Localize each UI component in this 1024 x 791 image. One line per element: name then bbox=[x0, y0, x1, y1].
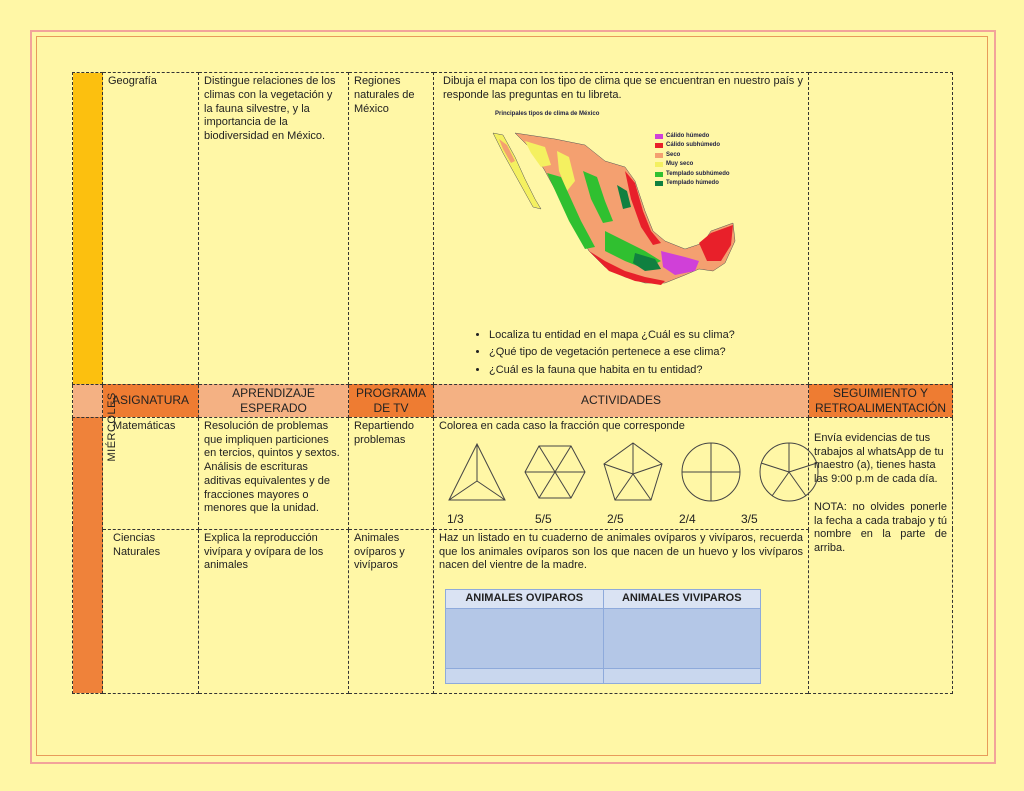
activity-matematicas bbox=[434, 417, 809, 529]
subject-ciencias: Ciencias Naturales bbox=[103, 529, 199, 693]
followup-geografia bbox=[809, 73, 953, 385]
lesson-plan-table bbox=[72, 72, 953, 694]
header-day-cell bbox=[73, 384, 103, 417]
fraction-label-5: 3/5 bbox=[741, 511, 758, 526]
header-asignatura: ASIGNATURA bbox=[103, 384, 199, 417]
legend-swatch bbox=[655, 162, 663, 167]
day-label-cell bbox=[73, 391, 118, 693]
legend-item bbox=[655, 180, 730, 188]
program-geografia: Regiones naturales de México bbox=[349, 73, 434, 385]
circle-quarters-shape bbox=[679, 440, 743, 504]
activity-geografia-text: Dibuja el mapa con los tipo de clima que se encuentran en nuestro país y responde las preguntas en tu libreta. bbox=[443, 75, 803, 101]
question-3: • ¿Cuál es la fauna que habita en tu entidad? bbox=[489, 364, 803, 378]
legend-label: Cálido subhúmedo bbox=[666, 142, 720, 148]
activity-matematicas-text: Colorea en cada caso la fracción que corresponde bbox=[439, 419, 685, 432]
geografia-questions bbox=[473, 329, 803, 378]
legend-label: Muy seco bbox=[666, 161, 694, 167]
legend-item bbox=[655, 133, 730, 141]
day-column-previous bbox=[73, 73, 103, 385]
program-ciencias: Animales ovíparos y vivíparos bbox=[349, 529, 434, 693]
animals-table bbox=[445, 589, 761, 684]
fraction-label-4: 2/4 bbox=[679, 511, 696, 526]
learning-geografia: Distingue relaciones de los climas con la vegetación y la fauna silvestre, y la importancia de la biodiversidad en México. bbox=[199, 73, 349, 385]
legend-swatch bbox=[655, 172, 663, 177]
legend-label: Templado subhúmedo bbox=[666, 170, 730, 177]
legend-swatch bbox=[655, 153, 663, 158]
header-aprendizaje: APRENDIZAJE ESPERADO bbox=[199, 384, 349, 417]
activity-ciencias-text: Haz un listado en tu cuaderno de animales ovíparos y vivíparos, recuerda que los animales ovíparos son los que nacen de un huevo y los vivíparos nacen del vientre de la madre. bbox=[439, 531, 803, 572]
animals-header-viviparos: ANIMALES VIVIPAROS bbox=[603, 590, 761, 609]
animals-header-oviparos: ANIMALES OVIPAROS bbox=[446, 590, 604, 609]
legend-item bbox=[655, 152, 730, 160]
fraction-shapes bbox=[445, 440, 803, 504]
program-matematicas: Repartiendo problemas bbox=[349, 417, 434, 529]
fraction-label-3: 2/5 bbox=[607, 511, 624, 526]
legend-swatch bbox=[655, 134, 663, 139]
animals-cell-oviparos-2[interactable] bbox=[446, 668, 604, 683]
animals-cell-oviparos[interactable] bbox=[446, 608, 604, 668]
followup-nota: NOTA: no olvides ponerle la fecha a cada trabajo y tú nombre en la parte de arriba. bbox=[814, 500, 947, 554]
header-actividades: ACTIVIDADES bbox=[434, 384, 809, 417]
learning-ciencias: Explica la reproducción vivípara y ovípara de los animales bbox=[199, 529, 349, 693]
animals-cell-viviparos-2[interactable] bbox=[603, 668, 761, 683]
mexico-climate-map bbox=[485, 111, 755, 301]
animals-cell-viviparos[interactable] bbox=[603, 608, 761, 668]
legend-item bbox=[655, 171, 730, 179]
legend-label: Seco bbox=[666, 151, 681, 158]
table-header-row bbox=[73, 384, 953, 417]
table-row-matematicas bbox=[73, 417, 953, 529]
triangle-thirds-shape bbox=[445, 440, 509, 504]
legend-item bbox=[655, 142, 730, 150]
subject-geografia: Geografía bbox=[103, 73, 199, 385]
pentagon-fifths-shape bbox=[601, 440, 665, 504]
fraction-label-1: 1/3 bbox=[447, 511, 464, 526]
subject-matematicas: Matemáticas bbox=[103, 417, 199, 529]
question-1: • Localiza tu entidad en el mapa ¿Cuál es su clima? bbox=[489, 329, 803, 343]
question-2: • ¿Qué tipo de vegetación pertenece a ese clima? bbox=[489, 346, 803, 360]
header-seguimiento: SEGUIMIENTO Y RETROALIMENTACIÓN bbox=[809, 384, 953, 417]
day-label: MIÉRCOLES bbox=[105, 391, 118, 462]
legend-label: Templado húmedo bbox=[666, 180, 719, 186]
fraction-label-2: 5/5 bbox=[535, 511, 552, 526]
activity-geografia bbox=[434, 73, 809, 385]
followup-evidencias: Envía evidencias de tus trabajos al whatsApp de tu maestro (a), tienes hasta las 9:00 p.m de cada día. bbox=[814, 431, 944, 485]
activity-ciencias bbox=[434, 529, 809, 693]
legend-swatch bbox=[655, 143, 663, 148]
map-title: Principales tipos de clima de México bbox=[495, 110, 600, 117]
hexagon-sixths-shape bbox=[523, 440, 587, 504]
fraction-labels bbox=[447, 512, 803, 527]
followup-cell bbox=[809, 417, 953, 693]
legend-item bbox=[655, 161, 730, 169]
circle-fifths-shape bbox=[757, 440, 821, 504]
map-legend bbox=[655, 133, 730, 190]
table-row-geografia bbox=[73, 73, 953, 385]
learning-matematicas: Resolución de problemas que impliquen particiones en tercios, quintos y sextos. Análisis de escrituras aditivas equivalentes y de fracciones mayores o menores que la unidad. bbox=[199, 417, 349, 529]
legend-swatch bbox=[655, 181, 663, 186]
header-programa: PROGRAMA DE TV bbox=[349, 384, 434, 417]
legend-label: Cálido húmedo bbox=[666, 132, 710, 139]
